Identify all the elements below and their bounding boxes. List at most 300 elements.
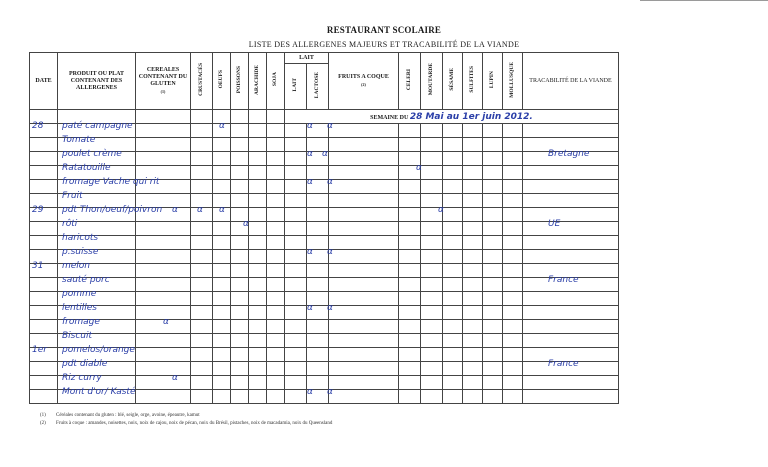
table-cell (483, 390, 503, 404)
table-cell (463, 208, 483, 222)
table-cell (329, 320, 399, 334)
allergen-mark: α (322, 149, 328, 159)
table-cell (30, 166, 58, 180)
table-cell (285, 138, 307, 152)
table-cell (483, 124, 503, 138)
allergen-mark: α (327, 121, 333, 131)
table-cell (249, 390, 267, 404)
table-cell (421, 320, 443, 334)
dish-entry: pdt Thon/oeuf/poivron (62, 205, 163, 215)
table-cell (399, 208, 421, 222)
table-cell (30, 278, 58, 292)
table-cell (285, 166, 307, 180)
table-cell (463, 306, 483, 320)
table-cell (136, 152, 191, 166)
allergen-mark: α (219, 121, 225, 131)
table-cell (285, 124, 307, 138)
table-cell (136, 390, 191, 404)
table-cell (503, 390, 523, 404)
table-cell (399, 250, 421, 264)
table-cell (136, 264, 191, 278)
table-cell (213, 292, 231, 306)
table-cell (503, 180, 523, 194)
table-cell (483, 348, 503, 362)
table-cell (399, 334, 421, 348)
table-cell (191, 390, 213, 404)
table-cell (191, 264, 213, 278)
table-cell (249, 180, 267, 194)
table-cell (483, 250, 503, 264)
table-cell (231, 166, 249, 180)
table-cell (231, 334, 249, 348)
table-cell (249, 138, 267, 152)
header-mollusque: MOLLUSQUE (503, 53, 523, 110)
allergen-mark: α (307, 149, 313, 159)
table-row (30, 320, 619, 334)
table-cell (191, 222, 213, 236)
table-cell (267, 264, 285, 278)
table-cell (483, 264, 503, 278)
table-cell (443, 376, 463, 390)
table-cell (285, 152, 307, 166)
table-cell (231, 348, 249, 362)
table-cell (503, 264, 523, 278)
table-cell (463, 376, 483, 390)
table-cell (285, 222, 307, 236)
table-cell (249, 208, 267, 222)
table-cell (399, 390, 421, 404)
table-cell (483, 292, 503, 306)
header-cereales: CEREALES CONTENANT DU GLUTEN (1) (136, 53, 191, 110)
table-cell (421, 124, 443, 138)
table-cell (399, 376, 421, 390)
dish-entry: fromage (62, 317, 100, 327)
table-cell (285, 376, 307, 390)
table-cell (213, 320, 231, 334)
table-cell (329, 376, 399, 390)
allergen-mark: α (163, 317, 169, 327)
table-cell (267, 222, 285, 236)
table-cell (136, 222, 191, 236)
table-cell (463, 264, 483, 278)
table-cell (285, 236, 307, 250)
table-cell (231, 320, 249, 334)
table-cell (523, 166, 619, 180)
table-cell (523, 250, 619, 264)
day-label: 28 (32, 121, 44, 131)
table-cell (30, 138, 58, 152)
table-cell (213, 334, 231, 348)
table-cell (503, 348, 523, 362)
table-cell (329, 250, 399, 264)
table-cell (136, 250, 191, 264)
table-cell (399, 348, 421, 362)
table-cell (483, 208, 503, 222)
table-cell (443, 138, 463, 152)
table-cell (191, 376, 213, 390)
table-cell (329, 362, 399, 376)
allergen-mark: α (172, 373, 178, 383)
week-row-blank (267, 110, 285, 124)
table-cell (503, 250, 523, 264)
table-cell (421, 278, 443, 292)
table-cell (483, 138, 503, 152)
allergen-mark: α (197, 205, 203, 215)
table-cell (285, 208, 307, 222)
table-cell (421, 236, 443, 250)
table-cell (443, 194, 463, 208)
table-cell (443, 124, 463, 138)
table-cell (30, 236, 58, 250)
dish-entry: fromage Vache qui rit (62, 177, 160, 187)
table-cell (443, 166, 463, 180)
table-row (30, 250, 619, 264)
table-cell (523, 124, 619, 138)
table-cell (483, 194, 503, 208)
table-cell (483, 376, 503, 390)
table-cell (249, 278, 267, 292)
table-cell (249, 334, 267, 348)
dish-entry: Biscuit (62, 331, 93, 341)
table-row (30, 236, 619, 250)
table-cell (307, 348, 329, 362)
table-cell (191, 236, 213, 250)
table-cell (421, 390, 443, 404)
table-cell (267, 292, 285, 306)
table-cell (213, 222, 231, 236)
allergen-mark: α (307, 387, 313, 397)
table-cell (267, 390, 285, 404)
table-cell (503, 362, 523, 376)
dish-entry: melon (62, 261, 91, 271)
table-cell (329, 222, 399, 236)
table-cell (285, 250, 307, 264)
allergen-mark: α (172, 205, 178, 215)
table-cell (329, 236, 399, 250)
table-cell (231, 362, 249, 376)
table-cell (483, 152, 503, 166)
table-cell (213, 362, 231, 376)
table-cell (285, 194, 307, 208)
footnote-1: (1) Céréales contenant du gluten : blé, seigle, orge, avoine, épeautre, kamut (40, 413, 200, 418)
table-cell (483, 320, 503, 334)
table-cell (329, 390, 399, 404)
table-cell (463, 390, 483, 404)
table-cell (399, 278, 421, 292)
dish-entry: haricots (62, 233, 99, 243)
table-cell (213, 348, 231, 362)
table-cell (399, 236, 421, 250)
table-cell (503, 334, 523, 348)
table-cell (523, 320, 619, 334)
table-cell (483, 362, 503, 376)
header-lait-group: LAIT (285, 53, 329, 64)
table-cell (285, 306, 307, 320)
table-cell (249, 306, 267, 320)
table-cell (307, 320, 329, 334)
table-cell (249, 250, 267, 264)
table-cell (213, 138, 231, 152)
table-cell (249, 320, 267, 334)
table-cell (463, 152, 483, 166)
table-cell (231, 306, 249, 320)
table-cell (463, 362, 483, 376)
table-cell (213, 166, 231, 180)
table-cell (249, 152, 267, 166)
table-cell (285, 390, 307, 404)
dish-entry: poulet crème (62, 149, 122, 159)
table-cell (213, 180, 231, 194)
table-cell (191, 278, 213, 292)
table-cell (267, 306, 285, 320)
table-cell (285, 320, 307, 334)
table-cell (503, 292, 523, 306)
table-cell (136, 236, 191, 250)
dish-entry: Riz curry (62, 373, 102, 383)
traceability-entry: UE (548, 219, 561, 229)
table-cell (503, 138, 523, 152)
week-row-blank (249, 110, 267, 124)
document-title: RESTAURANT SCOLAIRE (326, 25, 442, 35)
dish-entry: paté campagne (62, 121, 133, 131)
dish-entry: Tomate (62, 135, 96, 145)
allergen-mark: α (243, 219, 249, 229)
table-cell (329, 138, 399, 152)
table-cell (523, 194, 619, 208)
allergen-mark: α (307, 247, 313, 257)
table-cell (443, 264, 463, 278)
table-cell (443, 222, 463, 236)
table-cell (249, 166, 267, 180)
header-crustaces: CRUSTACÉS (191, 53, 213, 110)
table-cell (267, 180, 285, 194)
table-cell (483, 278, 503, 292)
table-cell (307, 208, 329, 222)
header-lait: LAIT (285, 64, 307, 110)
dish-entry: pdt diable (62, 359, 108, 369)
allergen-mark: α (219, 205, 225, 215)
table-cell (191, 306, 213, 320)
table-cell (523, 180, 619, 194)
table-cell (213, 390, 231, 404)
table-row (30, 264, 619, 278)
table-cell (463, 348, 483, 362)
table-cell (249, 194, 267, 208)
table-cell (307, 334, 329, 348)
scan-edge-line (640, 0, 768, 1)
table-row (30, 278, 619, 292)
header-sesame: SÉSAME (443, 53, 463, 110)
table-cell (267, 376, 285, 390)
table-cell (30, 222, 58, 236)
dish-entry: Fruit (62, 191, 83, 201)
table-cell (231, 194, 249, 208)
table-cell (399, 306, 421, 320)
day-label: 1er (32, 345, 47, 355)
table-cell (463, 194, 483, 208)
table-cell (483, 236, 503, 250)
table-row (30, 306, 619, 320)
table-cell (329, 152, 399, 166)
table-cell (399, 222, 421, 236)
table-cell (329, 180, 399, 194)
table-cell (249, 264, 267, 278)
table-cell (463, 292, 483, 306)
table-cell (523, 390, 619, 404)
allergen-mark: α (307, 177, 313, 187)
table-cell (136, 376, 191, 390)
table-cell (191, 138, 213, 152)
table-cell (191, 180, 213, 194)
table-cell (421, 166, 443, 180)
table-cell (443, 292, 463, 306)
table-cell (421, 348, 443, 362)
table-cell (249, 376, 267, 390)
semaine-cell: SEMAINE DU 28 Mai au 1er juin 2012. (285, 110, 619, 124)
table-cell (213, 264, 231, 278)
table-cell (443, 152, 463, 166)
table-cell (443, 334, 463, 348)
table-cell (399, 194, 421, 208)
table-cell (463, 236, 483, 250)
dish-entry: sauté porc (62, 275, 110, 285)
table-cell (503, 208, 523, 222)
table-cell (249, 292, 267, 306)
table-cell (463, 222, 483, 236)
dish-entry: pomme (62, 289, 97, 299)
table-cell (329, 264, 399, 278)
table-cell (136, 278, 191, 292)
day-label: 31 (32, 261, 44, 271)
table-cell (523, 376, 619, 390)
table-cell (463, 166, 483, 180)
table-cell (483, 222, 503, 236)
table-cell (443, 390, 463, 404)
table-cell (399, 362, 421, 376)
table-cell (285, 348, 307, 362)
table-cell (191, 348, 213, 362)
table-cell (307, 222, 329, 236)
table-cell (503, 376, 523, 390)
table-cell (231, 180, 249, 194)
table-cell (443, 278, 463, 292)
header-arachide: ARACHIDE (249, 53, 267, 110)
table-cell (30, 292, 58, 306)
traceability-entry: France (548, 275, 579, 285)
table-cell (399, 124, 421, 138)
table-cell (523, 292, 619, 306)
table-cell (136, 334, 191, 348)
table-cell (267, 320, 285, 334)
table-cell (213, 152, 231, 166)
dish-entry: Ratatouille (62, 163, 111, 173)
table-row (30, 292, 619, 306)
table-cell (483, 306, 503, 320)
table-cell (285, 334, 307, 348)
table-cell (421, 180, 443, 194)
header-lactose: LACTOSE (307, 64, 329, 110)
allergen-mark: α (327, 387, 333, 397)
table-cell (329, 292, 399, 306)
header-moutarde: MOUTARDE (421, 53, 443, 110)
table-cell (267, 208, 285, 222)
allergen-mark: α (438, 205, 444, 215)
table-cell (421, 152, 443, 166)
table-cell (463, 250, 483, 264)
table-cell (249, 348, 267, 362)
table-cell (267, 278, 285, 292)
table-cell (483, 180, 503, 194)
dish-entry: lentilles (62, 303, 97, 313)
table-cell (30, 180, 58, 194)
table-cell (267, 250, 285, 264)
dish-entry: Mont d'or/ Kasté (62, 387, 136, 397)
table-cell (421, 292, 443, 306)
table-cell (463, 124, 483, 138)
traceability-entry: Bretagne (548, 149, 590, 159)
table-cell (231, 250, 249, 264)
table-cell (30, 376, 58, 390)
table-cell (329, 306, 399, 320)
table-cell (249, 362, 267, 376)
table-cell (399, 180, 421, 194)
table-cell (399, 292, 421, 306)
table-cell (285, 292, 307, 306)
header-fruits: FRUITS A COQUE (2) (329, 53, 399, 110)
table-cell (443, 236, 463, 250)
table-cell (213, 236, 231, 250)
table-cell (443, 306, 463, 320)
semaine-value: 28 Mai au 1er juin 2012. (409, 111, 533, 122)
table-cell (267, 124, 285, 138)
table-cell (399, 320, 421, 334)
table-cell (285, 278, 307, 292)
table-cell (191, 166, 213, 180)
table-cell (231, 152, 249, 166)
traceability-entry: France (548, 359, 579, 369)
table-cell (421, 306, 443, 320)
table-cell (213, 278, 231, 292)
week-row-blank (191, 110, 213, 124)
table-cell (231, 376, 249, 390)
allergen-mark: α (327, 247, 333, 257)
header-sulfites: SULFITES (463, 53, 483, 110)
table-cell (399, 138, 421, 152)
table-cell (30, 306, 58, 320)
week-row-blank (136, 110, 191, 124)
table-cell (30, 152, 58, 166)
table-cell (267, 152, 285, 166)
table-cell (267, 194, 285, 208)
dish-entry: pomelos/orange (62, 345, 135, 355)
table-cell (285, 180, 307, 194)
table-cell (136, 138, 191, 152)
header-produit: PRODUIT OU PLAT CONTENANT DES ALLERGENES (58, 53, 136, 110)
table-cell (191, 124, 213, 138)
header-tracabilite: TRACABILITÉ DE LA VIANDE (523, 53, 619, 110)
table-cell (483, 166, 503, 180)
table-cell (285, 362, 307, 376)
table-cell (30, 390, 58, 404)
table-cell (523, 334, 619, 348)
table-cell (443, 348, 463, 362)
table-cell (329, 334, 399, 348)
table-cell (421, 264, 443, 278)
table-cell (329, 278, 399, 292)
table-cell (463, 278, 483, 292)
table-cell (191, 152, 213, 166)
header-celeri: CELERI (399, 53, 421, 110)
